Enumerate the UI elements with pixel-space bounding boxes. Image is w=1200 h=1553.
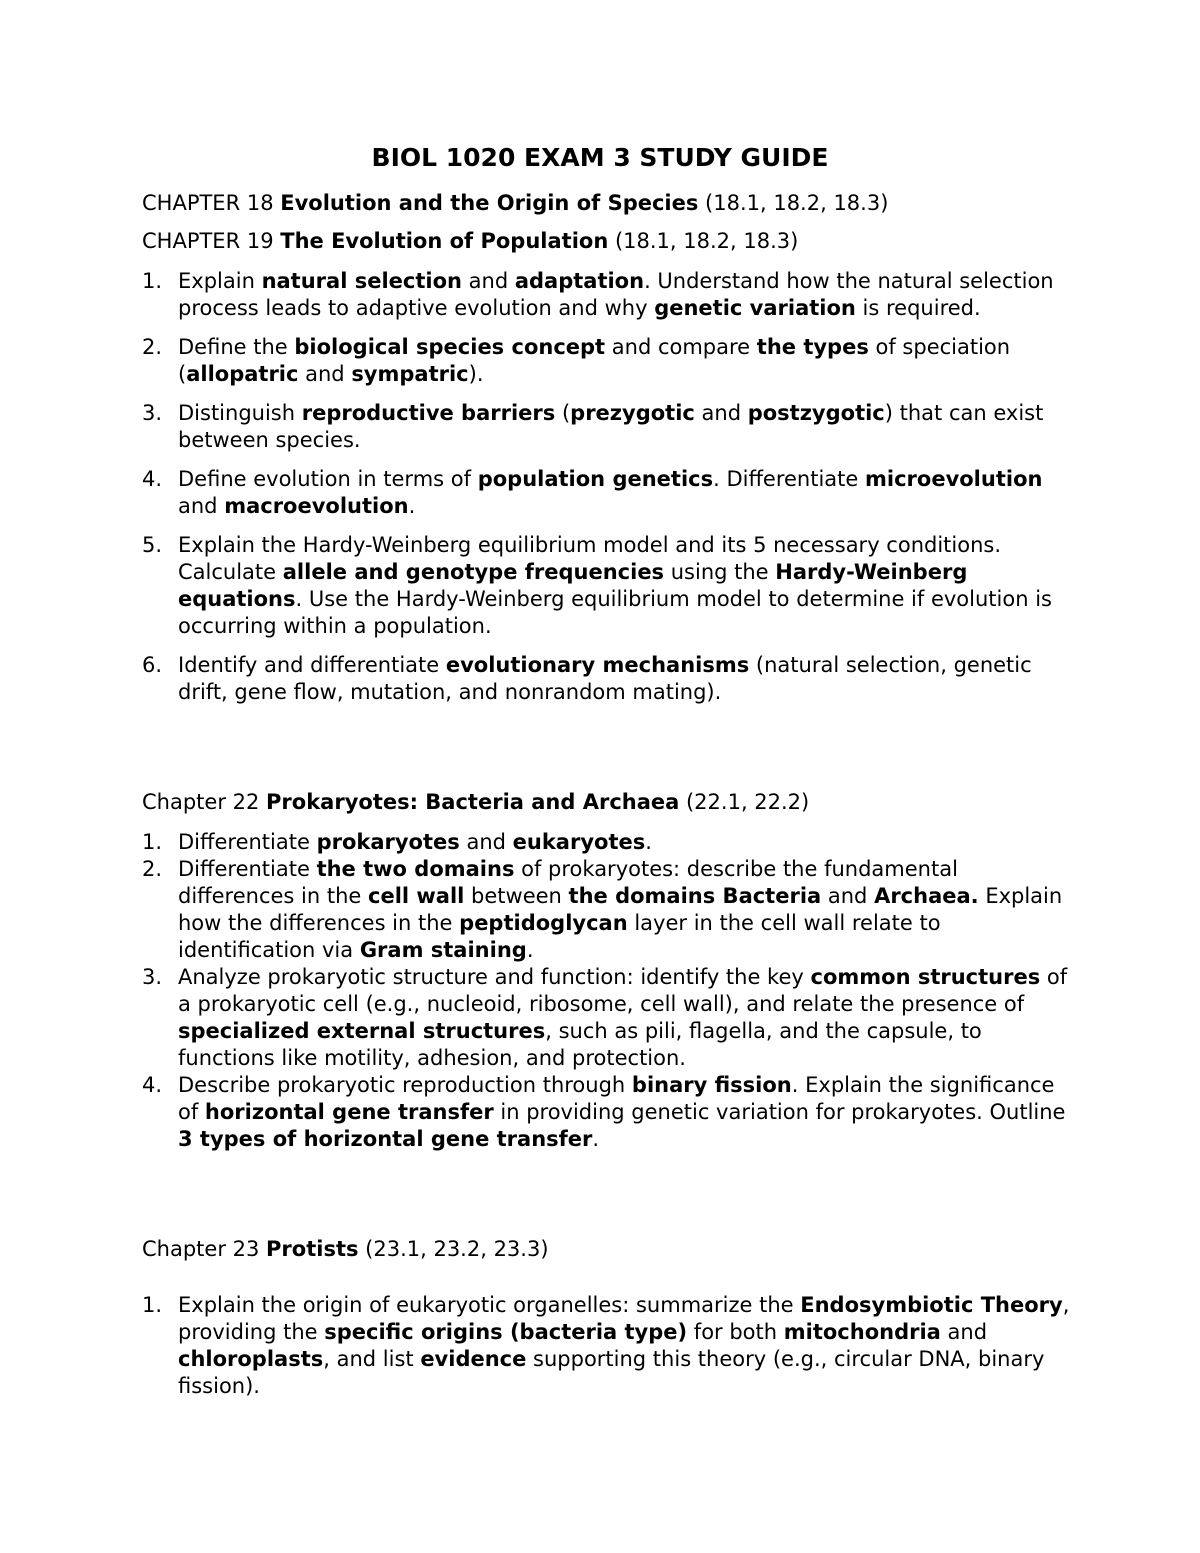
text-run: (: [555, 401, 571, 425]
text-run: , such as pili, flagella, and the capsule, to functions like motility, adhesion, and protection.: [178, 1019, 982, 1070]
list-item: [142, 829, 1072, 856]
text-run: and: [461, 269, 515, 293]
text-run: Define evolution in terms of: [178, 467, 478, 491]
text-run: layer in the cell wall relate to identification via: [178, 911, 941, 962]
text-run: , providing the: [178, 1293, 1070, 1344]
item-text: [178, 467, 1042, 518]
item-number: 3.: [142, 401, 163, 425]
chapter-sections: (18.1, 18.2, 18.3): [608, 229, 799, 253]
document-title: BIOL 1020 EXAM 3 STUDY GUIDE: [371, 143, 829, 172]
item-text: [178, 401, 1043, 452]
text-run: of speciation (: [178, 335, 1011, 386]
text-run: ).: [468, 362, 484, 386]
bold-term: postzygotic: [747, 401, 885, 425]
chapter-sections: (18.1, 18.2, 18.3): [698, 191, 889, 215]
bold-term: chloroplasts: [178, 1347, 324, 1371]
text-run: and compare: [605, 335, 757, 359]
item-number: 3.: [142, 965, 163, 989]
bold-term: mitochondria: [783, 1320, 941, 1344]
text-run: Distinguish: [178, 401, 302, 425]
text-run: . Explain the significance of: [178, 1073, 1055, 1124]
bold-term: Endosymbiotic Theory: [800, 1293, 1063, 1317]
text-run: and: [459, 830, 513, 854]
list-item: [142, 532, 1072, 640]
chapter-heading-19: [142, 228, 798, 255]
chapter-prefix: CHAPTER 18: [142, 191, 281, 215]
text-run: .: [645, 830, 652, 854]
text-run: supporting this theory (e.g., circular DNA, binary fission).: [178, 1347, 1045, 1398]
bold-term: macroevolution: [224, 494, 409, 518]
list-item: [142, 964, 1072, 1072]
bold-term: microevolution: [865, 467, 1043, 491]
chapter-name: Protists: [266, 1237, 359, 1261]
item-text: [178, 335, 1010, 386]
bold-term: allopatric: [186, 362, 299, 386]
bold-term: 3 types of horizontal gene transfer: [178, 1127, 593, 1151]
item-text: [178, 965, 1067, 1070]
text-run: , and list: [323, 1347, 421, 1371]
list-item: [142, 334, 1072, 388]
bold-term: eukaryotes: [512, 830, 646, 854]
item-number: 2.: [142, 335, 163, 359]
text-run: .: [592, 1127, 600, 1151]
list-item: [142, 1292, 1072, 1400]
bold-term: natural selection: [261, 269, 462, 293]
text-run: of prokaryotes: describe the fundamental differences in the: [178, 857, 958, 908]
text-run: . Differentiate: [713, 467, 866, 491]
text-run: Explain the origin of eukaryotic organelles: summarize the: [178, 1293, 801, 1317]
chapter-prefix: Chapter 23: [142, 1237, 267, 1261]
bold-term: the types: [756, 335, 869, 359]
text-run: (natural selection, genetic drift, gene flow, mutation, and nonrandom mating).: [178, 653, 1032, 704]
bold-term: genetic variation: [654, 296, 856, 320]
bold-term: prezygotic: [570, 401, 695, 425]
text-run: and: [940, 1320, 988, 1344]
bold-term: the domains Bacteria: [568, 884, 822, 908]
evolution-objectives-list: [142, 268, 1072, 706]
item-number: 4.: [142, 1073, 163, 1097]
text-run: Explain the Hardy-Weinberg equilibrium model and its 5 necessary conditions. Calculate: [178, 533, 1002, 584]
bold-term: Archaea.: [874, 884, 979, 908]
item-text: [178, 830, 652, 854]
chapter-heading-18: [142, 190, 888, 217]
item-number: 4.: [142, 467, 163, 491]
bold-term: reproductive barriers: [301, 401, 556, 425]
bold-term: allele and genotype frequencies: [282, 560, 665, 584]
text-run: and: [694, 401, 748, 425]
bold-term: binary fission: [631, 1073, 792, 1097]
bold-term: Hardy-Weinberg equations: [178, 560, 968, 611]
bold-term: prokaryotes: [316, 830, 460, 854]
bold-term: specialized external structures: [178, 1019, 546, 1043]
item-text: [178, 533, 1052, 638]
chapter-heading-23: [142, 1236, 549, 1263]
bold-term: sympatric: [351, 362, 469, 386]
bold-term: Gram staining: [359, 938, 527, 962]
text-run: of a prokaryotic cell (e.g., nucleoid, ribosome, cell wall), and relate the presence of: [178, 965, 1068, 1016]
protist-objectives-list: [142, 1292, 1072, 1400]
text-run: and: [298, 362, 352, 386]
bold-term: peptidoglycan: [459, 911, 628, 935]
bold-term: specific origins (bacteria type): [324, 1320, 688, 1344]
text-run: Analyze prokaryotic structure and function: identify the key: [178, 965, 811, 989]
bold-term: common structures: [810, 965, 1041, 989]
bold-term: biological species concept: [294, 335, 606, 359]
text-run: is required.: [855, 296, 981, 320]
item-text: [178, 653, 1032, 704]
chapter-name: Evolution and the Origin of Species: [280, 191, 699, 215]
list-item: [142, 466, 1072, 520]
text-run: for both: [687, 1320, 784, 1344]
item-text: [178, 1293, 1069, 1398]
text-run: Describe prokaryotic reproduction through: [178, 1073, 632, 1097]
text-run: Differentiate: [178, 857, 317, 881]
text-run: Identify and differentiate: [178, 653, 446, 677]
list-item: [142, 400, 1072, 454]
text-run: Explain how the differences in the: [178, 884, 1063, 935]
chapter-heading-22: [142, 789, 809, 816]
bold-term: adaptation: [514, 269, 645, 293]
item-number: 1.: [142, 269, 163, 293]
text-run: . Use the Hardy-Weinberg equilibrium model to determine if evolution is occurring within a population.: [178, 587, 1052, 638]
text-run: in providing genetic variation for prokaryotes. Outline: [493, 1100, 1066, 1124]
chapter-prefix: CHAPTER 19: [142, 229, 281, 253]
item-number: 6.: [142, 653, 163, 677]
text-run: between: [464, 884, 569, 908]
text-run: ) that can exist between species.: [178, 401, 1044, 452]
text-run: and: [821, 884, 875, 908]
text-run: using the: [664, 560, 776, 584]
bold-term: evidence: [420, 1347, 527, 1371]
text-run: Differentiate: [178, 830, 317, 854]
text-run: .: [408, 494, 416, 518]
bold-term: evolutionary mechanisms: [445, 653, 750, 677]
chapter-sections: (23.1, 23.2, 23.3): [358, 1237, 549, 1261]
text-run: Define the: [178, 335, 295, 359]
bold-term: population genetics: [477, 467, 714, 491]
prokaryote-objectives-list: [142, 829, 1072, 1153]
item-text: [178, 857, 1062, 962]
bold-term: cell wall: [368, 884, 465, 908]
text-run: . Understand how the natural selection process leads to adaptive evolution and why: [178, 269, 1054, 320]
bold-term: horizontal gene transfer: [204, 1100, 494, 1124]
item-number: 1.: [142, 830, 163, 854]
item-number: 5.: [142, 533, 163, 557]
item-text: [178, 1073, 1065, 1151]
item-number: 1.: [142, 1293, 163, 1317]
text-run: .: [526, 938, 534, 962]
chapter-name: Prokaryotes: Bacteria and Archaea: [266, 790, 680, 814]
list-item: [142, 652, 1072, 706]
list-item: [142, 268, 1072, 322]
chapter-prefix: Chapter 22: [142, 790, 267, 814]
text-run: and: [178, 494, 225, 518]
bold-term: the two domains: [316, 857, 515, 881]
list-item: [142, 1072, 1072, 1153]
list-item: [142, 856, 1072, 964]
text-run: Explain: [178, 269, 262, 293]
item-text: [178, 269, 1054, 320]
chapter-sections: (22.1, 22.2): [679, 790, 810, 814]
item-number: 2.: [142, 857, 163, 881]
chapter-name: The Evolution of Population: [280, 229, 609, 253]
